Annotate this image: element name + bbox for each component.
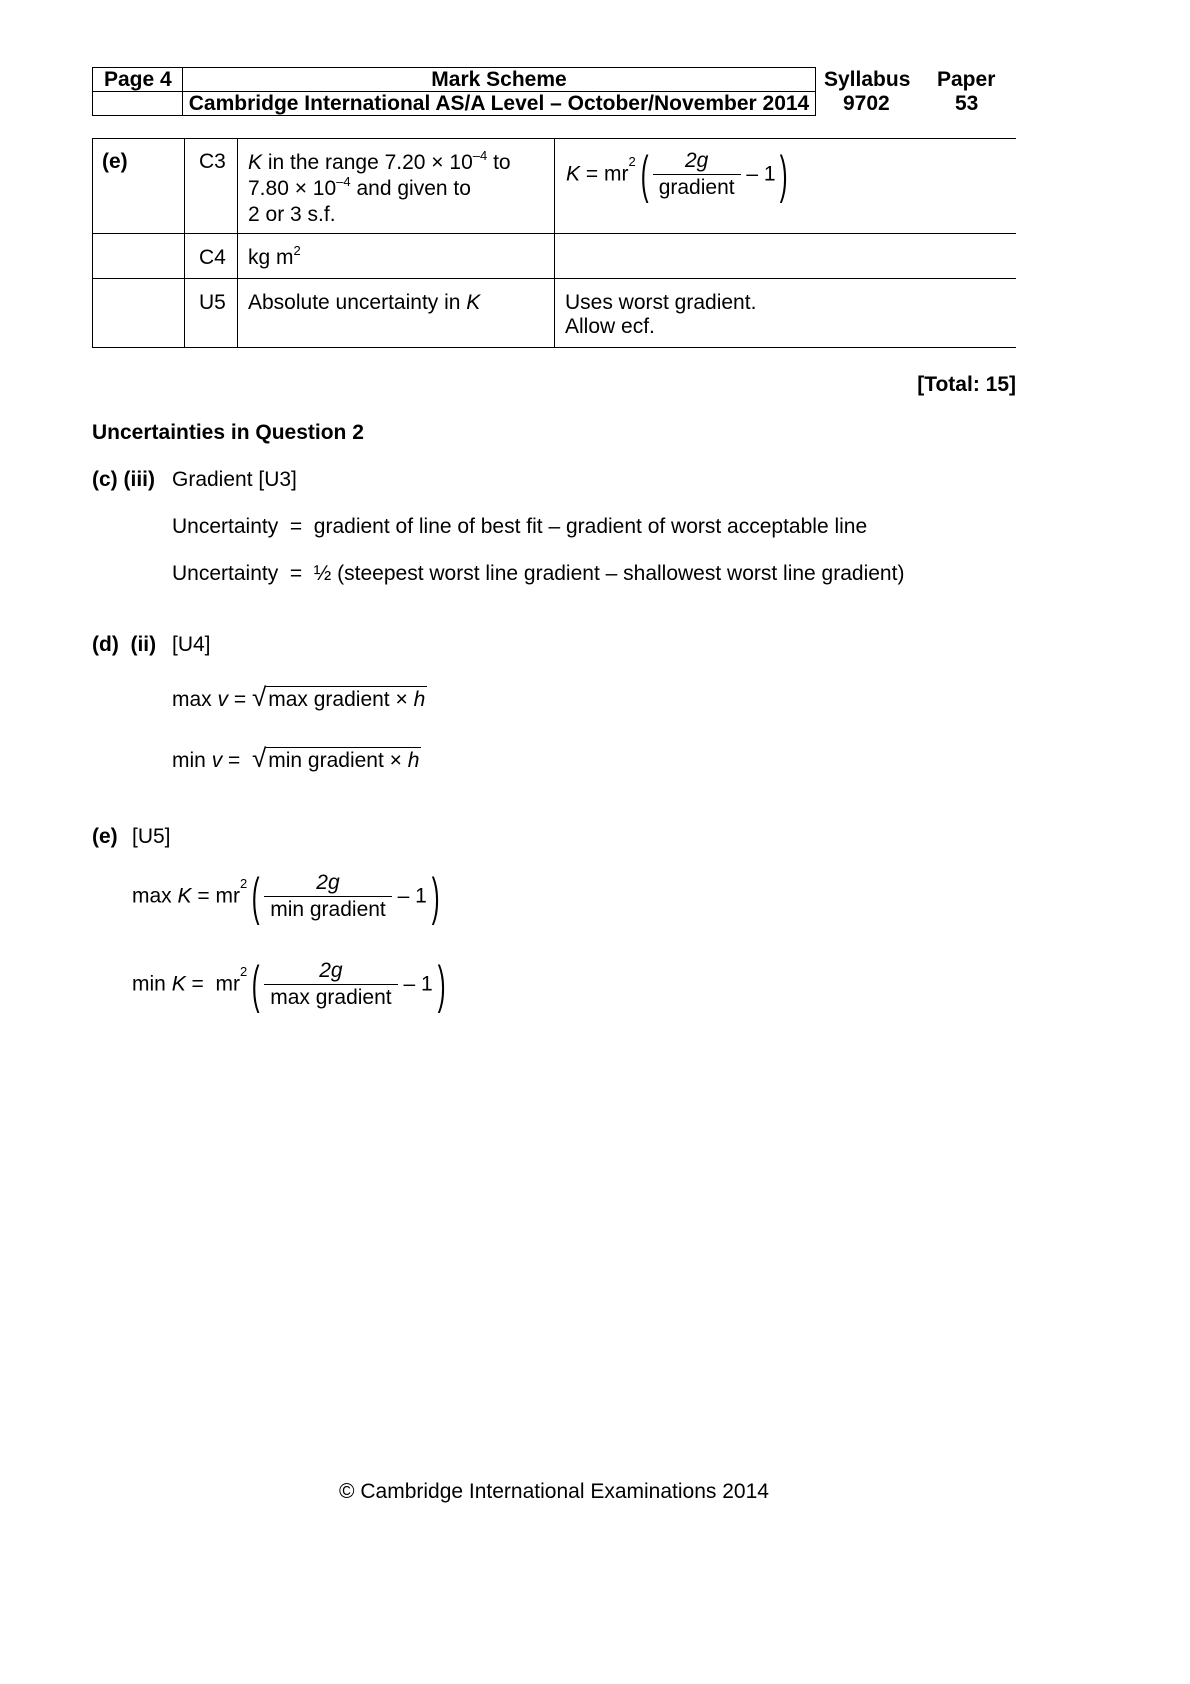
row-code: U5 <box>199 291 226 314</box>
max-v-formula: max v = √max gradient × h <box>172 682 426 712</box>
max-k-formula: $\max K = mr^2$ ( $\frac{2g}{\text{min gradient}}$ – 1 ) <box>132 867 440 926</box>
doc-subtitle: Cambridge International AS/A Level – October/November 2014 <box>188 92 810 115</box>
row-notes-formula: $K = mr^2$ ( $\frac{2g}{\text{gradient}}$ – 1 ) <box>566 145 789 204</box>
row-notes: Uses worst gradient. Allow ecf. <box>565 291 757 338</box>
min-k-formula: $\min K = mr^2$ ( $\frac{2g}{\text{max gradient}}$ – 1 ) <box>132 955 446 1014</box>
page-number: Page 4 <box>104 68 172 91</box>
section-heading: Uncertainties in Question 2 <box>92 421 364 444</box>
row-criteria: kg $m^2$ <box>248 243 301 269</box>
row-criteria: Absolute uncertainty in K <box>248 291 481 314</box>
part-title-d: [U4] <box>172 633 211 656</box>
footer-copyright: © Cambridge International Examinations 2014 <box>339 1480 769 1503</box>
min-v-formula: min v = √min gradient × h <box>172 743 420 773</box>
uncertainty-line-2: Uncertainty = ½ (steepest worst line gradient – shallowest worst line gradient) <box>172 562 905 585</box>
part-label-d: (d) (ii) <box>92 633 157 656</box>
syllabus-label: Syllabus <box>824 68 911 91</box>
part-label-e: (e) <box>92 825 118 848</box>
part-title-e: [U5] <box>132 825 171 848</box>
total-marks: [Total: 15] <box>917 373 1016 396</box>
paper-label: Paper <box>937 68 996 91</box>
part-label-c: (c) (iii) <box>92 468 155 491</box>
row-criteria: K in the range $7.20 \times 10^{-4}$ to $7.80 \times 10^{-4}$ and given to 2 or 3 s.f. <box>248 148 511 226</box>
row-code: C4 <box>199 246 226 269</box>
doc-title: Mark Scheme <box>431 68 567 91</box>
uncertainty-line-1: Uncertainty = gradient of line of best fit – gradient of worst acceptable line <box>172 515 868 538</box>
row-part-label: (e) <box>102 150 128 173</box>
part-title-c: Gradient [U3] <box>172 468 297 491</box>
row-code: C3 <box>199 150 226 173</box>
syllabus-value: 9702 <box>843 92 890 115</box>
paper-value: 53 <box>955 92 979 115</box>
